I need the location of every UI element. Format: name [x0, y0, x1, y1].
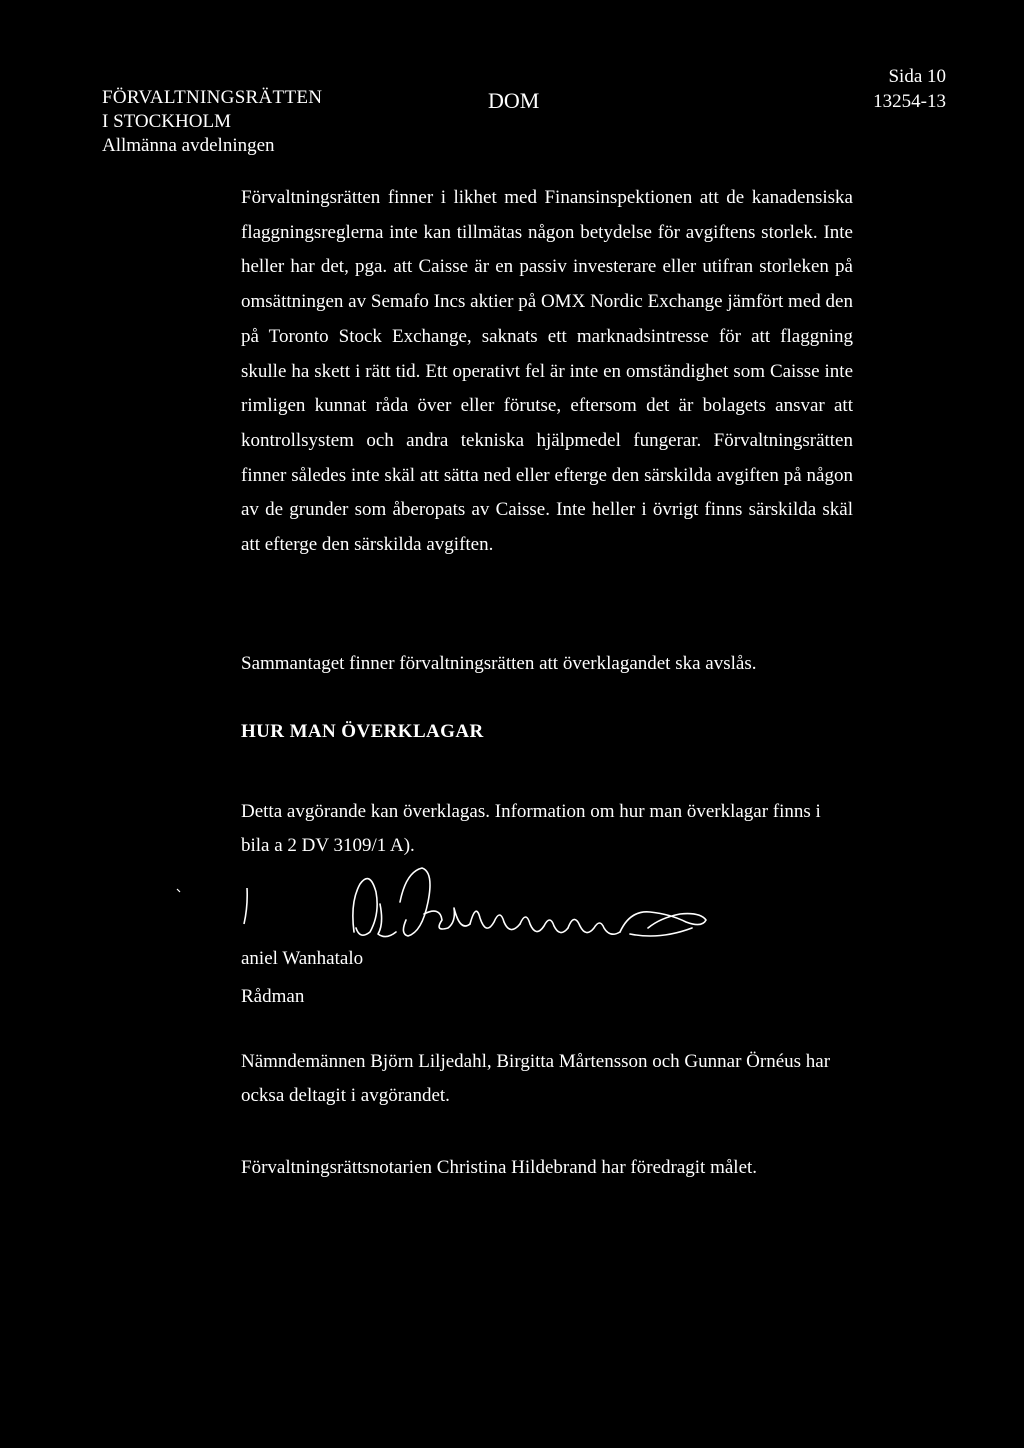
lay-judges-statement: Nämndemännen Björn Liljedahl, Birgitta Mårtensson och Gunnar Örnéus har ocksa deltagit i avgörandet. [241, 1051, 831, 1106]
handwritten-signature [330, 862, 730, 952]
case-number: 13254-13 [873, 91, 946, 112]
court-name-line2: I STOCKHOLM [102, 111, 231, 132]
reasoning-paragraph: Förvaltningsrätten finner i likhet med Finansinspektionen att de kanadensiska flaggningsreglerna inte kan tillmätas någon betydelse för avgiftens storlek. Inte heller har det, pga. att Caisse är en passiv investerare eller utifran storleken på omsättningen av Semafo Incs aktier på OMX Nordic Exchange jämfört med den på Toronto Stock Exchange, saknats ett marknadsintresse för att flaggning skulle ha skett i rätt tid. Ett operativt fel är inte en omständighet som Caisse inte rimligen kunnat råda över eller förutse, eftersom det är bolagets ansvar att kontrollsystem och andra tekniska hjälpmedel fungerar. Förvaltningsrätten finner således inte skäl att sätta ned eller efterge den särskilda avgiften på någon av de grunder som åberopats av Caisse. Inte heller i övrigt finns särskilda skäl att efterge den särskilda avgiften. [241, 187, 853, 556]
signer-name: aniel Wanhatalo [241, 948, 364, 969]
signature-block [241, 940, 363, 1016]
court-header [102, 86, 322, 158]
signer-title: Rådman [241, 986, 305, 1007]
document-type: DOM [488, 88, 540, 113]
court-name-line1: FÖRVALTNINGSRÄTTEN [102, 87, 323, 108]
page-meta [873, 64, 946, 114]
appeal-heading: HUR MAN ÖVERKLAGAR [241, 721, 484, 742]
referendary-statement: Förvaltningsrättsnotarien Christina Hildebrand har föredragit målet. [241, 1157, 758, 1178]
court-department: Allmänna avdelningen [102, 135, 275, 156]
signature-stroke [241, 886, 251, 926]
appeal-instructions: Detta avgörande kan överklagas. Information om hur man överklagar finns i bila a 2 DV 3109/1 A). [241, 801, 821, 856]
conclusion-paragraph: Sammantaget finner förvaltningsrätten att överklagandet ska avslås. [241, 653, 757, 674]
stray-mark [176, 888, 182, 894]
page-number: Sida 10 [888, 66, 946, 87]
